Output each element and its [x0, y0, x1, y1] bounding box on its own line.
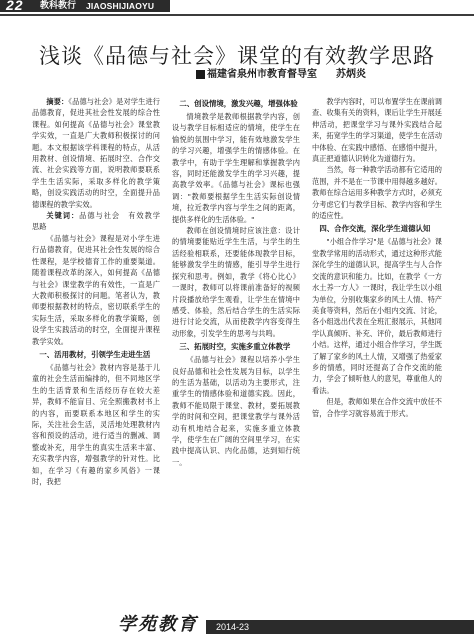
intro-paragraph: 《品德与社会》课程是对小学生进行品德教育，促进其社会性发展的综合性课程，是学校德育工作的重要渠道。随着课程改革的深入，如何提高《品德与社会》课堂教学的有效性，一直是广大教师积极探讨的问题。笔者认为，教师要根据教材的特点，密切联系学生的实际生活，采取多样化的教学策略，创设学生实践活动的时空，全面提升课程教学实效。 — [32, 233, 160, 346]
section-1-paragraph: 《品德与社会》教材内容是基于儿童的社会生活而编排的，但不同地区学生的生活背景和生活经历存在较大差异，教师不能盲目、完全照搬教材书上的内容，而要联系本地区和学生的实际，关注社会生活，灵活地处理教材内容和预设的活动，进行适当的删减、调整或补充，用学生的真实生活来丰富、充实教学内容，增强教学的针对性。比如，在学习《有趣的家乡风俗》一课时，我把 — [32, 362, 160, 486]
section-heading-2: 二、创设情境，激发兴趣，增强体验 — [179, 99, 298, 108]
keywords-text: 品德与社会 有效教学 思路 — [32, 211, 168, 232]
section-heading-4: 四、合作交流，深化学生道德认知 — [319, 224, 431, 234]
page-number: 22 — [6, 0, 24, 13]
keywords-paragraph — [32, 210, 168, 233]
section-heading-1: 一、活用教材，引领学生走进生活 — [39, 349, 151, 359]
section-name: 教科教行 — [40, 1, 77, 11]
header-rule — [0, 14, 474, 16]
section-3-paragraph-b: 教学内容时，可以布置学生在课前调查、收集有关的资料，课后让学生开展延伸活动，把课堂学习与课外实践结合起来，拓宽学生的学习渠道，使学生在活动中体验、在实践中感悟、在感悟中提升，真正把道德认识转化为道德行为。 — [312, 97, 442, 164]
section-3-paragraph-c: 当然，每一种教学活动都有它适用的范围，并不是在一节课中用得越多越好。教师在综合运用多种教学方式时，必须充分考虑它们与教学目标、教学内容和学生的适应性。 — [312, 165, 442, 221]
page-footer — [0, 608, 474, 642]
keywords-label: 关键词： — [46, 211, 80, 221]
section-pinyin: JIAOSHIJIAOYU — [86, 1, 155, 11]
text-column-1 — [32, 96, 168, 606]
page-header — [0, 0, 474, 20]
article-title: 浅谈《品德与社会》课堂的有效教学思路 — [39, 44, 435, 68]
author-bullet-icon — [196, 70, 205, 79]
author-name: 苏炳炎 — [336, 69, 366, 80]
issue-number: 2014-23 — [216, 622, 250, 632]
magazine-logo: 学苑教育 — [118, 614, 198, 635]
section-3-paragraph: 《品德与社会》课程以培养小学生良好品德和社会性发展为目标，以学生的生活为基础，以活动为主要形式，注重学生的情感体验和道德实践。因此，教师不能局限于课堂、教材，要拓展教学的时间和空间，把课堂教学与课外活动有机地结合起来，实施多重立体教学，使学生在广阔的空间里学习，在实践中提高认识、内化品德，达到知行统一。 — [172, 355, 300, 467]
section-4-paragraph: "小组合作学习"是《品德与社会》课堂教学常用的活动形式，通过这种形式能深化学生的道德认识，提高学生与人合作交流的意识和能力。比如，在教学《一方水土养一方人》一课时，我让学生以小组为单位，分别收集家乡的风土人情、特产美食等资料，然后在小组内交流、讨论，各小组选出代表在全班汇报展示，其他同学认真倾听、补充、评价，最后教师进行小结。这样，通过小组合作学习，学生既了解了家乡的风土人情，又增强了热爱家乡的情感，同时还提高了合作交流的能力，学会了倾听他人的意见，尊重他人的看法。 — [312, 237, 442, 395]
section-4-paragraph-b: 但是，教师如果在合作交流中放任不管，合作学习就容易流于形式。 — [312, 397, 442, 418]
text-column-3 — [312, 96, 442, 606]
section-2-paragraph: 情境教学是教师根据教学内容，创设与教学目标相适应的情境，使学生在愉悦的氛围中学习，能有效地激发学生的学习兴趣，增强学生的情感体验。在教学中，有助于学生理解和掌握教学内容，同时还能激发学生的学习兴趣，提高教学效率。《品德与社会》课标也强调："教师要根据学生生活实际创设情境，拉近教学内容与学生之间的距离，提供多样化的生活体验。" — [172, 112, 300, 224]
section-heading-3: 三、拓展时空，实施多重立体教学 — [179, 342, 291, 352]
abstract-paragraph — [32, 96, 160, 210]
abstract-label: 摘要： — [46, 97, 69, 106]
abstract-text: 《品德与社会》是对学生进行品德教育，促进其社会性发展的综合性课程。如何提高《品德与社会》课堂教学实效，一直是广大教师积极探讨的问题。本文根据该学科课程的特点，从活用教材、创设情境、拓展时空、合作交流、社会实践等方面，说明教师要联系学生生活实际，采取多样化的教学策略，创设实践活动的时空，全面提升品德课程的教学实效。 — [32, 97, 160, 209]
text-column-2 — [172, 96, 300, 606]
section-2-paragraph-b: 教师在创设情境时应该注意：设计的情境要能贴近学生生活，与学生的生活经验相联系，还要能体现教学目标，能够激发学生的情感，能引导学生进行探究和思考。例如，教学《将心比心》一课时，教师可以将课前准备好的视频片段播放给学生观看，让学生在情境中感受、体验，然后结合学生的生活实际进行讨论交流，从而使教学内容变得生动形象，引发学生的思考与共鸣。 — [172, 226, 300, 338]
author-organization: 福建省泉州市教育督导室 — [207, 69, 317, 80]
